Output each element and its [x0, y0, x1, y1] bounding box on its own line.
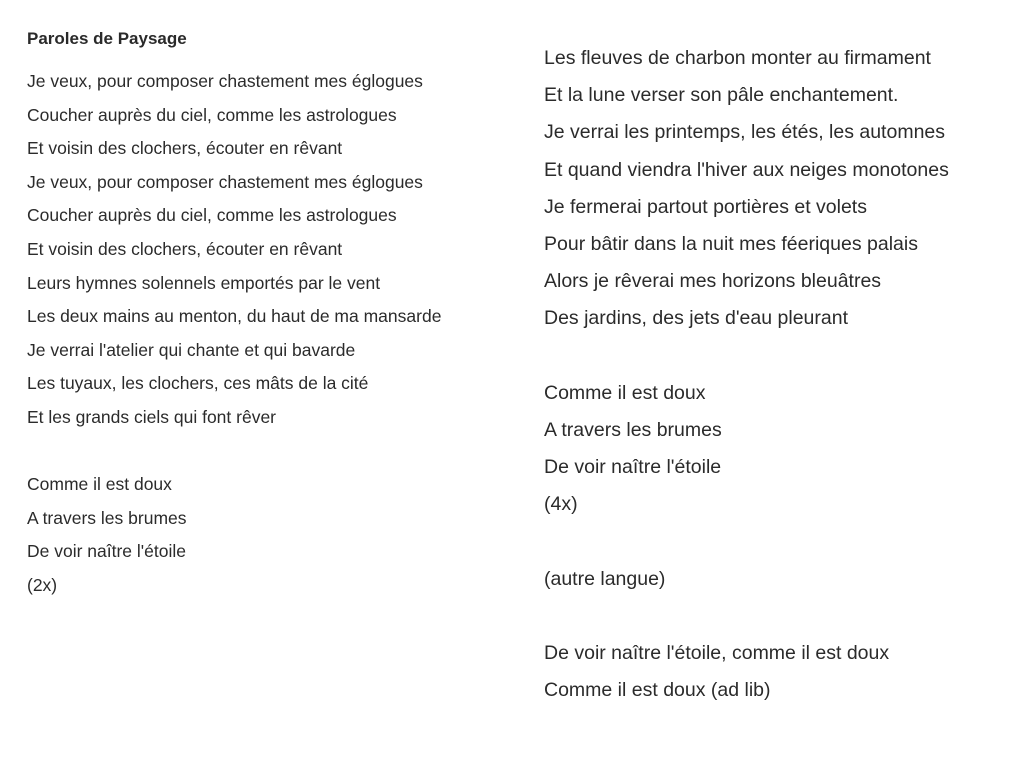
chorus-line: A travers les brumes: [27, 507, 187, 528]
chorus-left: [27, 468, 517, 602]
language-note: (autre langue): [544, 567, 666, 590]
ending: [544, 635, 1014, 709]
lyric-line: Et voisin des clochers, écouter en rêvant: [27, 238, 343, 259]
lyric-line: Je verrai l'atelier qui chante et qui bavarde: [27, 339, 356, 360]
lyric-line: Et quand viendra l'hiver aux neiges monotones: [544, 158, 949, 181]
chorus-right: [544, 375, 1014, 524]
lyric-line: Je veux, pour composer chastement mes églogues: [27, 71, 423, 91]
chorus-line: Comme il est doux: [544, 381, 706, 404]
verse-2: [544, 40, 1014, 338]
right-column: [544, 40, 1014, 710]
lyric-line: Pour bâtir dans la nuit mes féeriques palais: [544, 233, 918, 256]
lyric-line: Les fleuves de charbon monter au firmament: [544, 47, 931, 69]
lyric-line: Leurs hymnes solennels emportés par le vent: [27, 272, 381, 293]
lyric-line: Je fermerai partout portières et volets: [544, 195, 867, 218]
chorus-line: Comme il est doux: [27, 474, 172, 495]
repeat-marker: (2x): [27, 574, 58, 595]
stanza-spacer: [544, 598, 1014, 635]
lyric-line: Je verrai les printemps, les étés, les automnes: [544, 121, 946, 144]
chorus-line: De voir naître l'étoile: [544, 456, 722, 479]
stanza-spacer: [544, 524, 1014, 561]
lyric-line: Les deux mains au menton, du haut de ma mansarde: [27, 306, 442, 327]
lyric-line: Je veux, pour composer chastement mes églogues: [27, 171, 423, 192]
ending-line: Comme il est doux (ad lib): [544, 679, 771, 702]
ending-line: De voir naître l'étoile, comme il est doux: [544, 642, 890, 665]
lyric-line: Alors je rêverai mes horizons bleuâtres: [544, 270, 882, 293]
page-title: Paroles de Paysage: [27, 29, 187, 48]
lyric-line: Et la lune verser son pâle enchantement.: [544, 84, 899, 107]
stanza-spacer: [544, 338, 1014, 375]
left-column: [27, 27, 517, 603]
verse-1: [27, 65, 517, 435]
lyric-line: Les tuyaux, les clochers, ces mâts de la cité: [27, 373, 369, 394]
lyric-line: Coucher auprès du ciel, comme les astrologues: [27, 104, 397, 125]
chorus-line: A travers les brumes: [544, 419, 722, 442]
lyric-line: Et les grands ciels qui font rêver: [27, 406, 277, 427]
lyric-line: Des jardins, des jets d'eau pleurant: [544, 307, 848, 330]
repeat-marker: (4x): [544, 493, 578, 516]
chorus-line: De voir naître l'étoile: [27, 541, 186, 562]
lyric-line: Et voisin des clochers, écouter en rêvant: [27, 138, 343, 159]
stanza-spacer: [27, 435, 517, 469]
lyric-line: Coucher auprès du ciel, comme les astrologues: [27, 205, 397, 226]
